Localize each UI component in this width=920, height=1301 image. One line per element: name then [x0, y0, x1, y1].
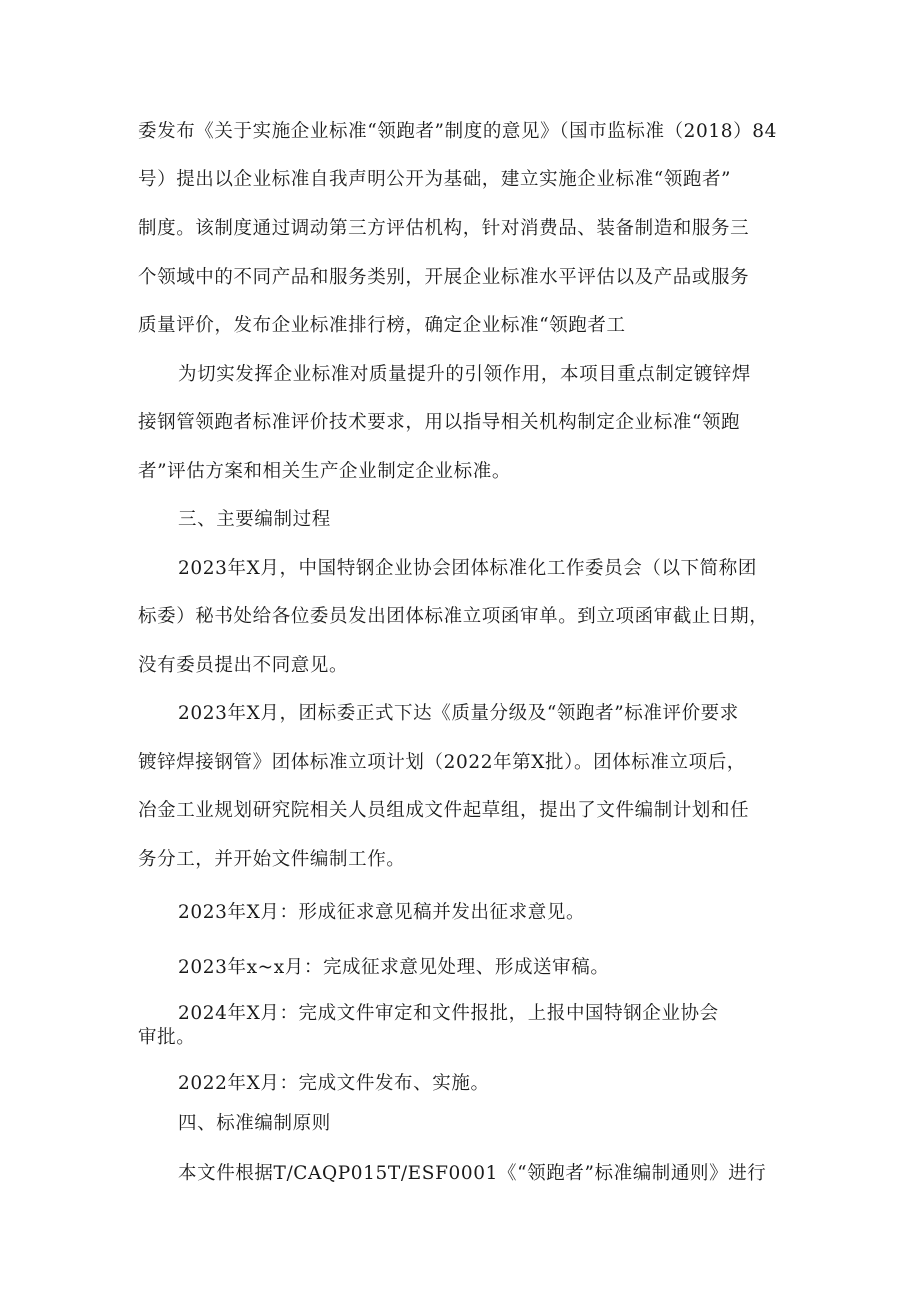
section-heading: 四、标准编制原则	[178, 1113, 331, 1134]
text-line: 标委）秘书处给各位委员发出团体标准立项函审单。到立项函审截止日期，	[138, 606, 769, 627]
text-line: 本文件根据T/CAQP015T/ESF0001《“领跑者”标准编制通则》进行	[178, 1163, 767, 1184]
text-line: 个领域中的不同产品和服务类别，开展企业标准水平评估以及产品或服务	[138, 267, 750, 288]
text-line: 审批。	[138, 1027, 196, 1048]
section-heading: 三、主要编制过程	[178, 509, 331, 530]
text-line: 没有委员提出不同意见。	[138, 655, 349, 676]
text-line: 2022年X月：完成文件发布、实施。	[178, 1073, 490, 1094]
text-line: 2023年X月：形成征求意见稿并发出征求意见。	[178, 902, 586, 923]
text-line: 2023年x~x月：完成征求意见处理、形成送审稿。	[178, 957, 610, 978]
text-line: 委发布《关于实施企业标准“领跑者”制度的意见》（国市监标准（2018）84	[138, 121, 777, 142]
text-line: 者”评估方案和相关生产企业制定企业标准。	[138, 461, 511, 482]
text-line: 制度。该制度通过调动第三方评估机构，针对消费品、装备制造和服务三	[138, 218, 750, 239]
text-line: 为切实发挥企业标准对质量提升的引领作用，本项目重点制定镀锌焊	[178, 364, 752, 385]
text-line: 质量评价，发布企业标准排行榜，确定企业标准“领跑者工	[138, 315, 626, 336]
text-line: 号）提出以企业标准自我声明公开为基础，建立实施企业标准“领跑者”	[138, 169, 732, 190]
text-line: 2024年X月：完成文件审定和文件报批，上报中国特钢企业协会	[178, 1003, 719, 1024]
text-line: 务分工，并开始文件编制工作。	[138, 849, 406, 870]
text-line: 镀锌焊接钢管》团体标准立项计划（2022年第X批）。团体标准立项后，	[138, 752, 746, 773]
text-line: 2023年X月，团标委正式下达《质量分级及“领跑者”标准评价要求	[178, 703, 739, 724]
text-line: 接钢管领跑者标准评价技术要求，用以指导相关机构制定企业标准“领跑	[138, 412, 741, 433]
text-line: 冶金工业规划研究院相关人员组成文件起草组，提出了文件编制计划和任	[138, 800, 750, 821]
text-line: 2023年X月，中国特钢企业协会团体标准化工作委员会（以下简称团	[178, 558, 757, 579]
